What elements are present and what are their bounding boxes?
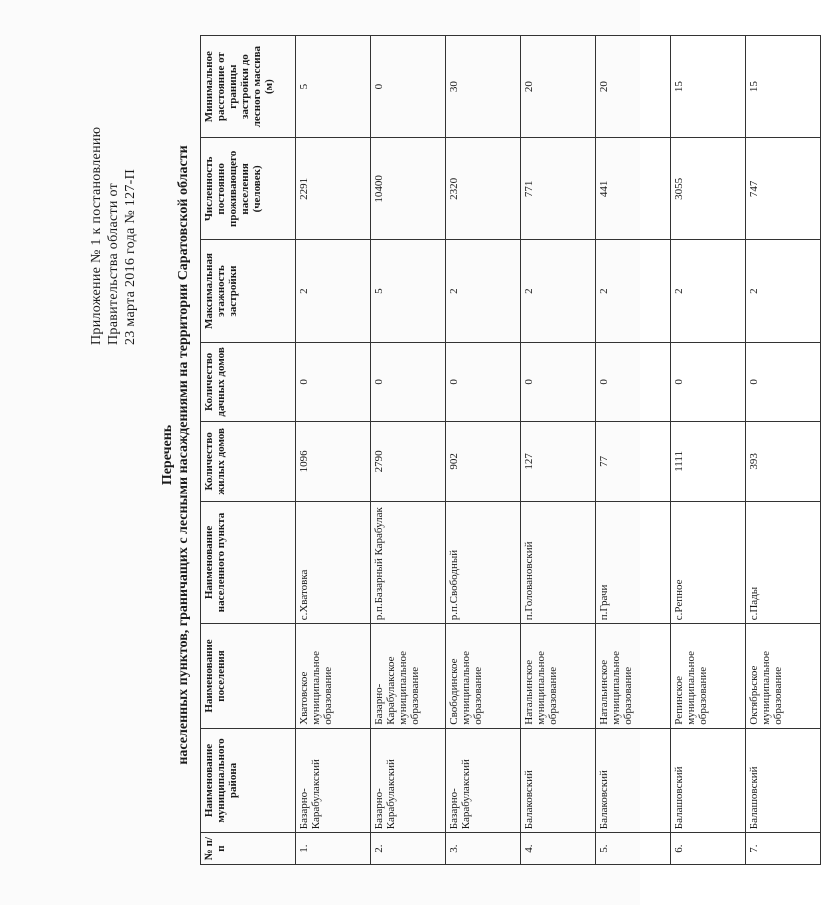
- table-row: [671, 36, 746, 865]
- table-cell: 77: [596, 422, 671, 501]
- table-cell: 15: [746, 36, 821, 138]
- table-cell: Репинское муниципальное образование: [671, 624, 746, 728]
- title-line-1: Перечень: [160, 424, 175, 486]
- table-cell: 0: [521, 342, 596, 421]
- table-cell: Балаковский: [596, 728, 671, 832]
- table-row: [446, 36, 521, 865]
- table-cell: п.Головановский: [521, 501, 596, 624]
- header-cell: Максимальная этажность застройки: [201, 240, 296, 342]
- table-cell: 5.: [596, 833, 671, 865]
- header-cell: Наименование поселения: [201, 624, 296, 728]
- table-cell: с.Пады: [746, 501, 821, 624]
- table-cell: 0: [746, 342, 821, 421]
- table-cell: 2: [671, 240, 746, 342]
- table-row: [371, 36, 446, 865]
- appendix-line-3: 23 марта 2016 года № 127-П: [123, 168, 138, 345]
- table-cell: 2: [746, 240, 821, 342]
- table-cell: 393: [746, 422, 821, 501]
- table-cell: 2: [446, 240, 521, 342]
- header-cell: Наименование населенного пункта: [201, 501, 296, 624]
- table-cell: 7.: [746, 833, 821, 865]
- table-cell: 0: [446, 342, 521, 421]
- header-cell: Численность постоянно проживающего населения (человек): [201, 138, 296, 240]
- table-cell: 2790: [371, 422, 446, 501]
- table-cell: 4.: [521, 833, 596, 865]
- table-cell: 1096: [296, 422, 371, 501]
- table-cell: 771: [521, 138, 596, 240]
- table-cell: 15: [671, 36, 746, 138]
- table-cell: 1111: [671, 422, 746, 501]
- table-cell: 3055: [671, 138, 746, 240]
- table-cell: 30: [446, 36, 521, 138]
- table-cell: 2.: [371, 833, 446, 865]
- table-cell: 0: [671, 342, 746, 421]
- table-cell: р.п.Базарный Карабулак: [371, 501, 446, 624]
- table-cell: Натальинское муниципальное образование: [521, 624, 596, 728]
- table-cell: 0: [371, 36, 446, 138]
- title-line-2: населенных пунктов, граничащих с лесными насаждениями на территории Саратовской области: [176, 145, 191, 765]
- table-row: [296, 36, 371, 865]
- table-cell: Октябрьское муниципальное образование: [746, 624, 821, 728]
- table-cell: 2: [296, 240, 371, 342]
- table-cell: с.Репное: [671, 501, 746, 624]
- table-cell: 902: [446, 422, 521, 501]
- table-cell: 2: [596, 240, 671, 342]
- table-cell: 20: [521, 36, 596, 138]
- table-cell: Натальинское муниципальное образование: [596, 624, 671, 728]
- table-cell: 20: [596, 36, 671, 138]
- table-cell: Базарно-Карабулакский: [296, 728, 371, 832]
- table-row: [521, 36, 596, 865]
- settlements-table: [200, 35, 821, 865]
- table-cell: 2: [521, 240, 596, 342]
- table-cell: Базарно-Карабулакский: [371, 728, 446, 832]
- table-cell: Хватовское муниципальное образование: [296, 624, 371, 728]
- header-cell: Наименование муниципального района: [201, 728, 296, 832]
- table-cell: 127: [521, 422, 596, 501]
- table-cell: Балаковский: [521, 728, 596, 832]
- header-cell: Минимальное расстояние от границы застройки до лесного массива (м): [201, 36, 296, 138]
- table-row: [596, 36, 671, 865]
- table-cell: 5: [296, 36, 371, 138]
- table-cell: 441: [596, 138, 671, 240]
- table-cell: 6.: [671, 833, 746, 865]
- table-cell: Свободинское муниципальное образование: [446, 624, 521, 728]
- table-cell: Базарно-Карабулакское муниципальное образование: [371, 624, 446, 728]
- table-cell: с.Хватовка: [296, 501, 371, 624]
- table-cell: 10400: [371, 138, 446, 240]
- table-cell: 2320: [446, 138, 521, 240]
- appendix-line-1: Приложение № 1 к постановлению: [89, 126, 104, 345]
- table-cell: Базарно-Карабулакский: [446, 728, 521, 832]
- header-cell: Количество дачных домов: [201, 342, 296, 421]
- table-cell: р.п.Свободный: [446, 501, 521, 624]
- table-cell: Балашовский: [671, 728, 746, 832]
- table-cell: 0: [296, 342, 371, 421]
- table-cell: 5: [371, 240, 446, 342]
- appendix-note: [88, 45, 139, 345]
- header-cell: Количество жилых домов: [201, 422, 296, 501]
- table-cell: 1.: [296, 833, 371, 865]
- table-cell: п.Грачи: [596, 501, 671, 624]
- table-cell: 3.: [446, 833, 521, 865]
- table-cell: 2291: [296, 138, 371, 240]
- table-cell: 0: [596, 342, 671, 421]
- table-cell: 747: [746, 138, 821, 240]
- table-cell: Балашовский: [746, 728, 821, 832]
- table-cell: 0: [371, 342, 446, 421]
- document-title: [160, 45, 192, 865]
- table-body: [296, 36, 821, 865]
- appendix-line-2: Правительства области от: [106, 182, 121, 345]
- table-header-row: [201, 36, 296, 865]
- header-cell: № п/п: [201, 833, 296, 865]
- table-row: [746, 36, 821, 865]
